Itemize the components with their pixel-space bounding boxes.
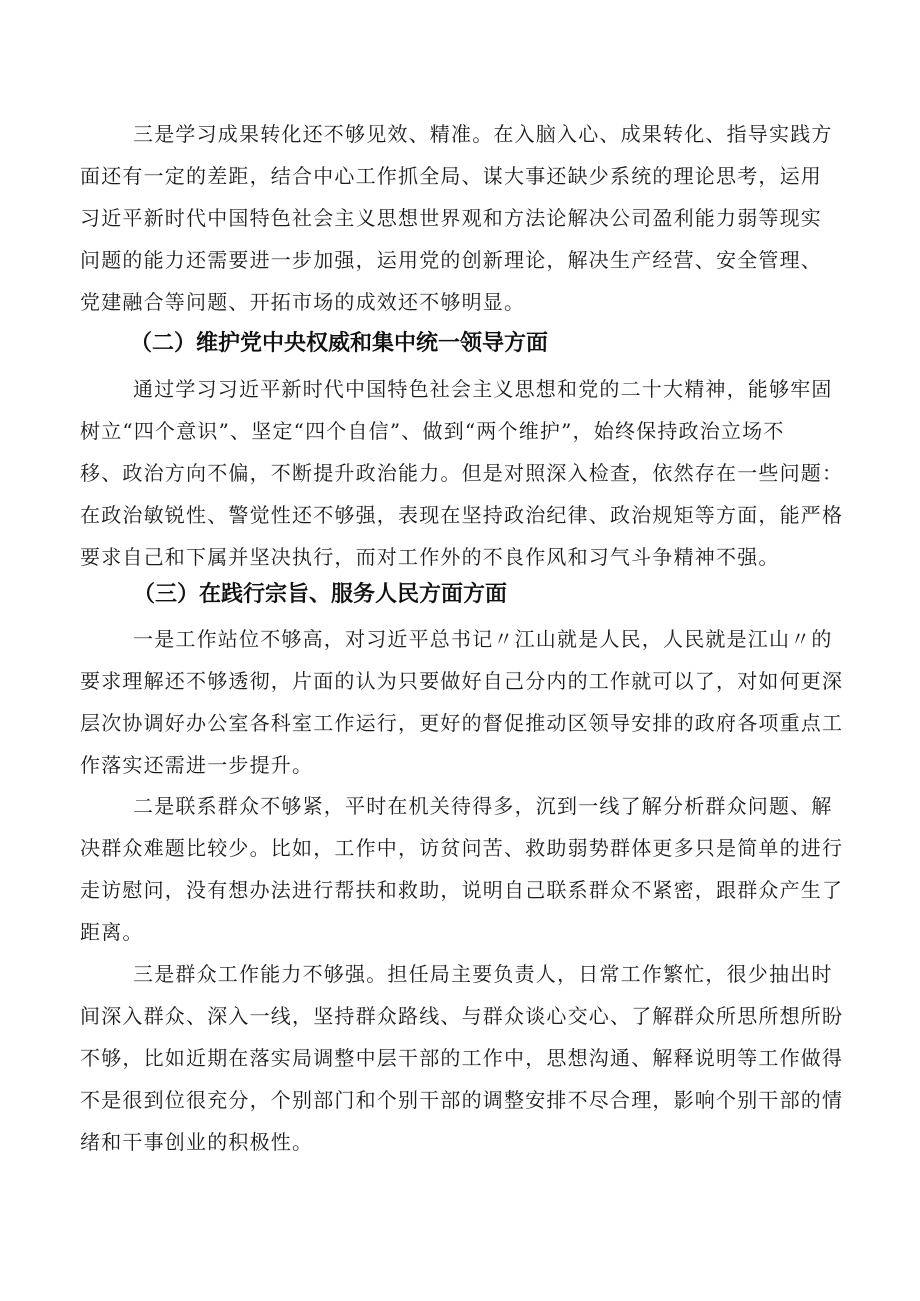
- paragraph-line: 树立“四个意识”、坚定“四个自信”、做到“两个维护”，始终保持政治立场不: [80, 419, 785, 443]
- paragraph-line: 习近平新时代中国特色社会主义思想世界观和方法论解决公司盈利能力弱等现实: [80, 206, 822, 230]
- paragraph-line: 走访慰问，没有想办法进行帮扶和救助，说明自己联系群众不紧密，跟群众产生了: [80, 878, 844, 902]
- paragraph-line: 问题的能力还需要进一步加强，运用党的创新理论，解决生产经营、安全管理、: [80, 248, 822, 272]
- paragraph-line: 一是工作站位不够高，对习近平总书记〃江山就是人民，人民就是江山〃的: [133, 627, 833, 651]
- section-heading: （三）在践行宗旨、服务人民方面方面: [133, 582, 508, 607]
- section-heading: （二）维护党中央权威和集中统一领导方面: [130, 331, 549, 356]
- paragraph-line: 绪和干事创业的积极性。: [80, 1130, 314, 1154]
- paragraph-line: 面还有一定的差距，结合中心工作抓全局、谋大事还缺少系统的理论思考，运用: [80, 164, 822, 188]
- paragraph-line: 不是很到位很充分，个别部门和个别干部的调整安排不尽合理，影响个别干部的情: [80, 1088, 844, 1112]
- paragraph-line: 距离。: [80, 920, 144, 944]
- paragraph-line: 层次协调好办公室各科室工作运行，更好的督促推动区领导安排的政府各项重点工: [80, 711, 844, 735]
- paragraph-line: 三是学习成果转化还不够见效、精准。在入脑入心、成果转化、指导实践方: [133, 122, 833, 146]
- paragraph-line: 要求自己和下属并坚决执行，而对工作外的不良作风和习气斗争精神不强。: [80, 545, 780, 569]
- paragraph-line: 要求理解还不够透彻，片面的认为只要做好自己分内的工作就可以了，对如何更深: [80, 669, 844, 693]
- paragraph-line: 通过学习习近平新时代中国特色社会主义思想和党的二十大精神，能够牢固: [133, 377, 833, 401]
- paragraph-line: 间深入群众、深入一线，坚持群众路线、与群众谈心交心、了解群众所思所想所盼: [80, 1004, 844, 1028]
- paragraph-line: 三是群众工作能力不够强。担任局主要负责人，日常工作繁忙，很少抽出时: [133, 962, 833, 986]
- paragraph-line: 在政治敏锐性、警觉性还不够强，表现在坚持政治纪律、政治规矩等方面，能严格: [80, 503, 844, 527]
- paragraph-line: 作落实还需进一步提升。: [80, 753, 314, 777]
- paragraph-line: 不够，比如近期在落实局调整中层干部的工作中，思想沟通、解释说明等工作做得: [80, 1046, 844, 1070]
- paragraph-line: 决群众难题比较少。比如，工作中，访贫问苦、救助弱势群体更多只是简单的进行: [80, 836, 844, 860]
- paragraph-line: 二是联系群众不够紧，平时在机关待得多，沉到一线了解分析群众问题、解: [133, 794, 833, 818]
- paragraph-line: 党建融合等问题、开拓市场的成效还不够明显。: [80, 290, 526, 314]
- paragraph-line: 移、政治方向不偏，不断提升政治能力。但是对照深入检查，依然存在一些问题：: [80, 461, 844, 485]
